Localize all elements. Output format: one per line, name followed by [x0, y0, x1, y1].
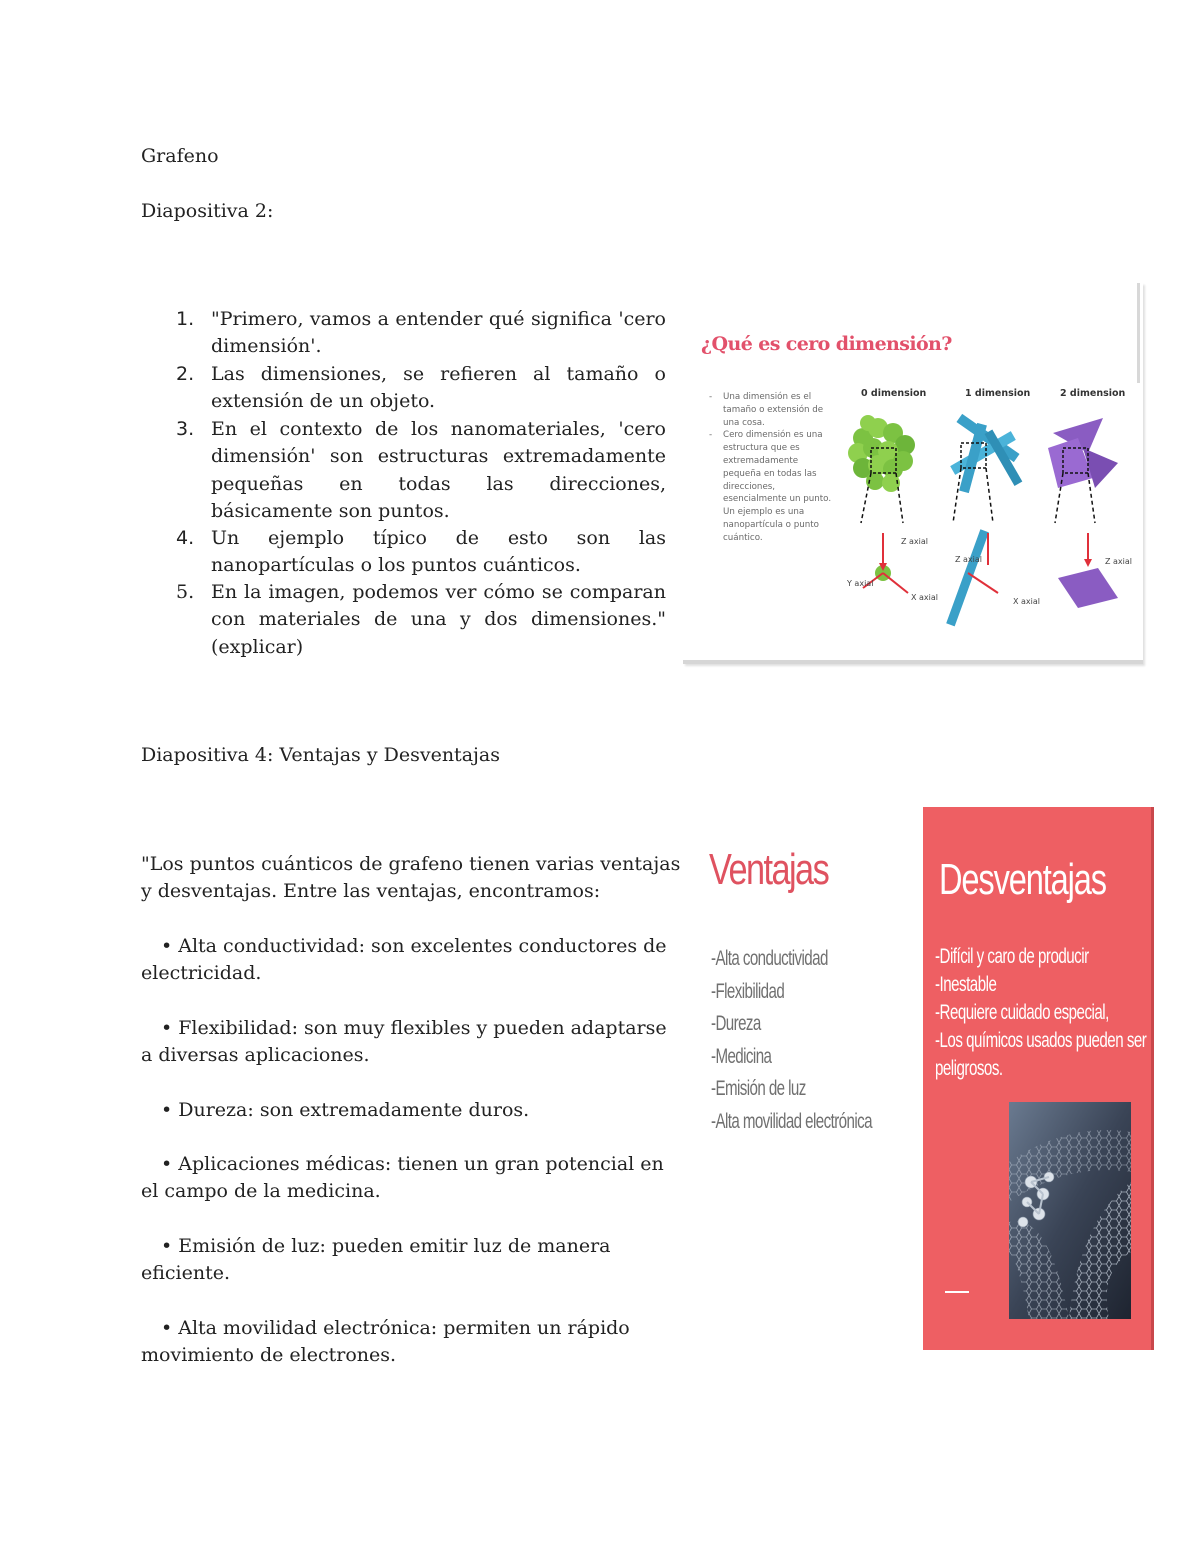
y-axis-label: Y axial: [847, 579, 874, 588]
advantage-paragraph: • Alta movilidad electrónica: permiten un rápido movimiento de electrones.: [141, 1317, 630, 1366]
list-item: -Medicina: [711, 1044, 772, 1068]
list-item: -Difícil y caro de producir: [935, 945, 1089, 968]
image-scrollbar: [1137, 283, 1140, 383]
ventajas-title: Ventajas: [709, 845, 829, 894]
desventajas-list: [935, 943, 1165, 1083]
list-item: [176, 579, 666, 661]
intro-paragraph: "Los puntos cuánticos de grafeno tienen varias ventajas y desventajas. Entre las ventajas, encontramos:: [141, 853, 681, 902]
advantage-paragraph: • Dureza: son extremadamente duros.: [161, 1099, 530, 1121]
desventajas-title: Desventajas: [939, 855, 1106, 904]
slide2-heading: Diapositiva 2:: [141, 200, 274, 222]
slide2-image: [683, 283, 1143, 664]
list-item: -Dureza: [711, 1012, 761, 1035]
nanoparticle-cluster-icon: [848, 415, 915, 593]
list-number: 3.: [176, 418, 195, 440]
list-number: 4.: [176, 527, 195, 549]
list-item: [176, 525, 666, 580]
slide-question-title: ¿Qué es cero dimensión?: [701, 333, 952, 355]
nanorod-icon: [946, 414, 1022, 627]
list-item: -Emisión de luz: [711, 1077, 806, 1100]
list-item: -Inestable: [935, 973, 997, 996]
list-text: En el contexto de los nanomateriales, 'cero dimensión' son estructuras extremadamente pequeñas en todas las direcciones, básicamente son puntos.: [211, 418, 666, 522]
list-item: -Requiere cuidado especial,: [935, 1001, 1109, 1024]
dim2-label: 2 dimension: [1060, 388, 1126, 399]
dimension-figure: [833, 393, 1133, 633]
advantage-paragraph: • Emisión de luz: pueden emitir luz de manera eficiente.: [141, 1235, 611, 1284]
list-number: 2.: [176, 363, 195, 385]
list-number: 1.: [176, 308, 195, 330]
z-axis-label: Z axial: [1105, 557, 1133, 566]
list-text: Un ejemplo típico de esto son las nanopartículas o los puntos cuánticos.: [211, 527, 666, 577]
list-item: -Los químicos usados pueden ser: [935, 1029, 1147, 1052]
x-axis-label: X axial: [911, 593, 939, 602]
ventajas-panel: [695, 835, 920, 1155]
nanotube-image: [1009, 1102, 1131, 1319]
list-text: En la imagen, podemos ver cómo se comparan con materiales de una y dos dimensiones." (explicar): [211, 581, 666, 658]
list-item: [176, 416, 666, 525]
list-item: peligrosos.: [935, 1057, 1003, 1080]
list-item: -Flexibilidad: [711, 979, 785, 1003]
nanosheet-icon: [1048, 418, 1118, 608]
list-text: Las dimensiones, se refieren al tamaño o extensión de un objeto.: [211, 363, 666, 413]
advantage-paragraph: • Flexibilidad: son muy flexibles y pueden adaptarse a diversas aplicaciones.: [141, 1017, 667, 1066]
list-item: [176, 361, 666, 416]
document-title: Grafeno: [141, 145, 219, 167]
slide4-heading: Diapositiva 4: Ventajas y Desventajas: [141, 744, 500, 766]
dim0-label: 0 dimension: [861, 388, 927, 399]
list-number: 5.: [176, 581, 195, 603]
x-axis-label: X axial: [1013, 597, 1041, 606]
list-item: -Alta conductividad: [711, 947, 828, 970]
list-item: -Alta movilidad electrónica: [711, 1109, 872, 1133]
decorative-dash: [945, 1291, 969, 1293]
slide-bullet: - Una dimensión es el tamaño o extensión de una cosa.: [709, 391, 834, 429]
dim1-label: 1 dimension: [965, 388, 1031, 399]
advantage-paragraph: • Aplicaciones médicas: tienen un gran potencial en el campo de la medicina.: [141, 1153, 664, 1202]
z-axis-label: Z axial: [901, 537, 929, 546]
advantage-paragraph: • Alta conductividad: son excelentes conductores de electricidad.: [141, 935, 667, 984]
list-item: [176, 306, 666, 361]
slide-bullet: - Cero dimensión es una estructura que es extremadamente pequeña en todas las direcciones, esencialmente un punto. Un ejemplo es una nanopartícula o punto cuántico.: [709, 429, 834, 544]
z-axis-label: Z axial: [955, 555, 983, 564]
slide-bullets: [709, 391, 834, 545]
ventajas-list: [711, 943, 935, 1138]
list-text: "Primero, vamos a entender qué significa 'cero dimensión'.: [211, 308, 666, 358]
desventajas-panel: [923, 807, 1154, 1350]
